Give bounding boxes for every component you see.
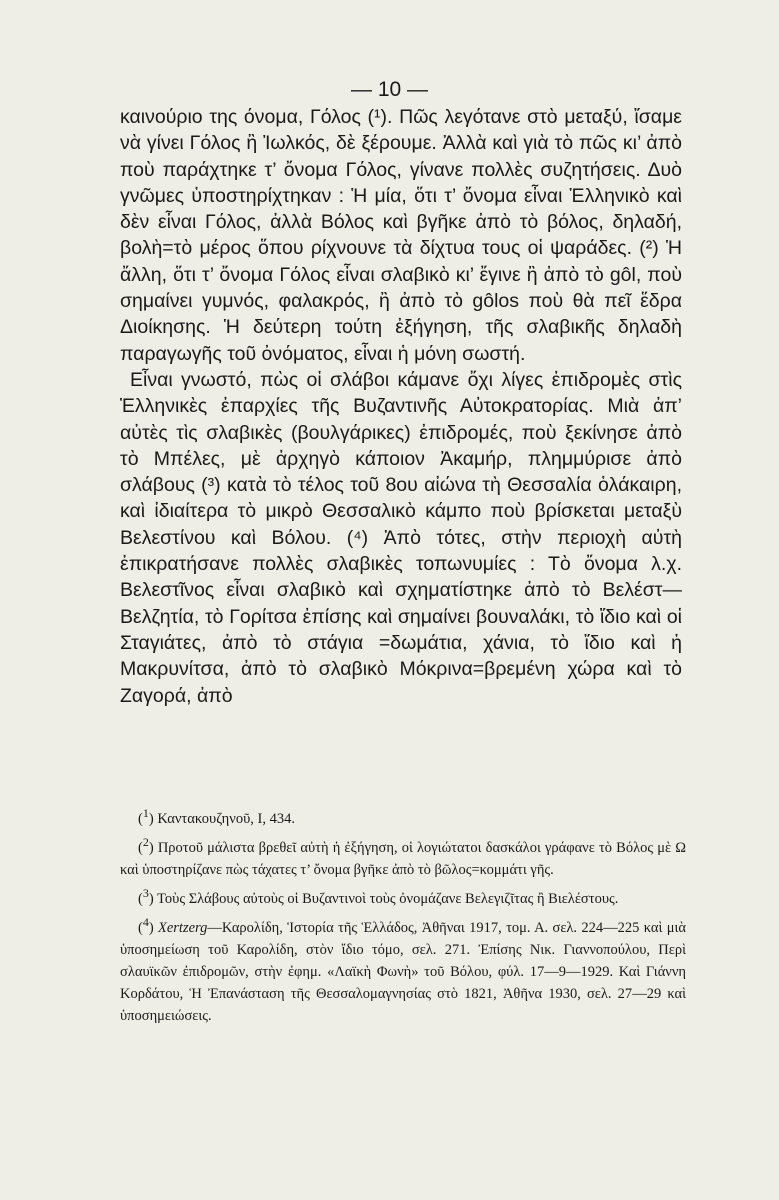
footnote-1-text: Καντακουζηνοῦ, I, 434. [157, 811, 295, 827]
body-paragraph-2: Εἶναι γνωστό, πὼς οἱ σλάβοι κάμανε ὄχι λίγες ἐπιδρομὲς στὶς Ἑλληνικὲς ἐπαρχίες τῆς Βυζαντινῆς Αὐτοκρατορίας. Μιὰ ἀπ’ αὐτὲς τὶς σλαβικὲς (βουλγάρικες) ἐπιδρομές, ποὺ ξεκίνησε ἀπὸ τὸ Μπέλες, μὲ ἀρχηγὸ κάποιον Ἀκαμήρ, πλημμύρισε ἀπὸ σλάβους (³) κατὰ τὸ τέλος τοῦ 8ου αἰώνα τὴ Θεσσαλία ὁλάκαιρη, καὶ ἰδιαίτερα τὸ μικρὸ Θεσσαλικὸ κάμπο ποὺ βρίσκεται μεταξὺ Βελεστίνου καὶ Βόλου. (⁴) Ἀπὸ τότες, στὴν περιοχὴ αὐτὴ ἐπικρατήσανε πολλὲς σλαβικὲς τοπωνυμίες : Τὸ ὄνομα λ.χ. Βελεστῖνος εἶναι σλαβικὸ καὶ σχηματίστηκε ἀπὸ τὸ Βελέστ—Βελζητία, τὸ Γορίτσα ἐπίσης καὶ σημαίνει βουναλάκι, τὸ ἴδιο καὶ οἱ Σταγιάτες, ἀπὸ τὸ στάγια =δωμάτια, χάνια, τὸ ἴδιο καὶ ἡ Μακρυνίτσα, ἀπὸ τὸ σλαβικὸ Μόκρινα=βρεμένη χώρα καὶ τὸ Ζαγορά, ἀπὸ [120, 368, 682, 707]
footnote-4-author: Xertzerg [158, 920, 208, 936]
footnote-2-number: 2 [142, 835, 149, 850]
footnote-3-number: 3 [142, 886, 149, 901]
footnote-1: ($^1$) Καντακουζηνοῦ, I, 434. [138, 806, 295, 827]
footnote-1-number: 1 [142, 806, 149, 821]
footnote-3-text: Τοὺς Σλάβους αὐτοὺς οἱ Βυζαντινοὶ τοὺς ὀνομάζανε Βελεγιζῖτας ἢ Βιελέστους. [157, 891, 619, 907]
page-number: — 10 — [350, 78, 429, 101]
footnote-4: ($^4$) Xertzerg—Καρολίδη, Ἱστορία τῆς Ἑλλάδος, Ἀθῆναι 1917, τομ. Α. σελ. 224—225 καὶ μιὰ ὑποσημείωση τοῦ Καρολίδη, στὸν ἴδιο τόμο, σελ. 271. Ἐπίσης Νικ. Γιαννοπούλου, Περὶ σλαυϊκῶν ἐπιδρομῶν, στὴν ἐφημ. «Λαϊκὴ Φωνὴ» τοῦ Βόλου, φύλ. 17—9—1929. Καὶ Γιάννη Κορδάτου, Ἡ Ἐπανάσταση τῆς Θεσσαλομαγνησίας στὸ 1821, Ἀθῆνα 1930, σελ. 27—29 καὶ ὑποσημειώσεις. [120, 915, 686, 1024]
footnote-4-number: 4 [142, 915, 149, 930]
footnote-4-text: —Καρολίδη, Ἱστορία τῆς Ἑλλάδος, Ἀθῆναι 1917, τομ. Α. σελ. 224—225 καὶ μιὰ ὑποσημείωση τοῦ Καρολίδη, στὸν ἴδιο τόμο, σελ. 271. Ἐπίσης Νικ. Γιαννοπούλου, Περὶ σλαυϊκῶν ἐπιδρομῶν, στὴν ἐφημ. «Λαϊκὴ Φωνὴ» τοῦ Βόλου, φύλ. 17—9—1929. Καὶ Γιάννη Κορδάτου, Ἡ Ἐπανάσταση τῆς Θεσσαλομαγνησίας στὸ 1821, Ἀθῆνα 1930, σελ. 27—29 καὶ ὑποσημειώσεις. [120, 920, 686, 1024]
footnote-3: ($^3$) Τοὺς Σλάβους αὐτοὺς οἱ Βυζαντινοὶ τοὺς ὀνομάζανε Βελεγιζῖτας ἢ Βιελέστους. [138, 886, 619, 907]
body-text [120, 104, 682, 709]
body-paragraph-1: καινούριο της όνομα, Γόλος (¹). Πῶς λεγότανε στὸ μεταξύ, ἴσαμε νὰ γίνει Γόλος ἢ Ἰωλκός, δὲ ξέρουμε. Ἀλλὰ καὶ γιὰ τὸ πῶς κι’ ἀπὸ ποὺ παράχτηκε τ’ ὄνομα Γόλος, γίνανε πολλὲς συζητήσεις. Δυὸ γνῶμες ὑποστηρίχτηκαν : Ἡ μία, ὅτι τ’ ὄνομα εἶναι Ἑλληνικὸ καὶ δὲν εἶναι Γόλος, ἀλλὰ Βόλος καὶ βγῆκε ἀπὸ τὸ βόλος, δηλαδή, βολὴ=τὸ μέρος ὅπου ρίχνουνε τὰ δίχτυα τους οἱ ψαράδες. (²) Ἡ ἄλλη, ὅτι τ’ ὄνομα Γόλος εἶναι σλαβικὸ κι’ ἔγινε ἢ ἀπὸ τὸ gôl, ποὺ σημαίνει γυμνός, φαλακρός, ἢ ἀπὸ τὸ gôlos ποὺ θὰ πεῖ ἕδρα Διοίκησης. Ἡ δεύτερη τούτη ἐξήγηση, τῆς σλαβικῆς δηλαδὴ παραγωγῆς τοῦ ὀνόματος, εἶναι ἡ μόνη σωστή. [120, 106, 682, 365]
footnote-2: ($^2$) Προτοῦ μάλιστα βρεθεῖ αὐτὴ ἡ ἐξήγηση, οἱ λογιώτατοι δασκάλοι γράφανε τὸ Βόλος μὲ Ω καὶ ὑποστηρίζανε πὼς τάχατες τ’ ὄνομα βγῆκε ἀπὸ τὸ βῶλος=κομμάτι γῆς. [120, 835, 686, 878]
footnote-2-text: Προτοῦ μάλιστα βρεθεῖ αὐτὴ ἡ ἐξήγηση, οἱ λογιώτατοι δασκάλοι γράφανε τὸ Βόλος μὲ Ω καὶ ὑποστηρίζανε πὼς τάχατες τ’ ὄνομα βγῆκε ἀπὸ τὸ βῶλος=κομμάτι γῆς. [120, 840, 686, 878]
footnotes [120, 808, 686, 1034]
